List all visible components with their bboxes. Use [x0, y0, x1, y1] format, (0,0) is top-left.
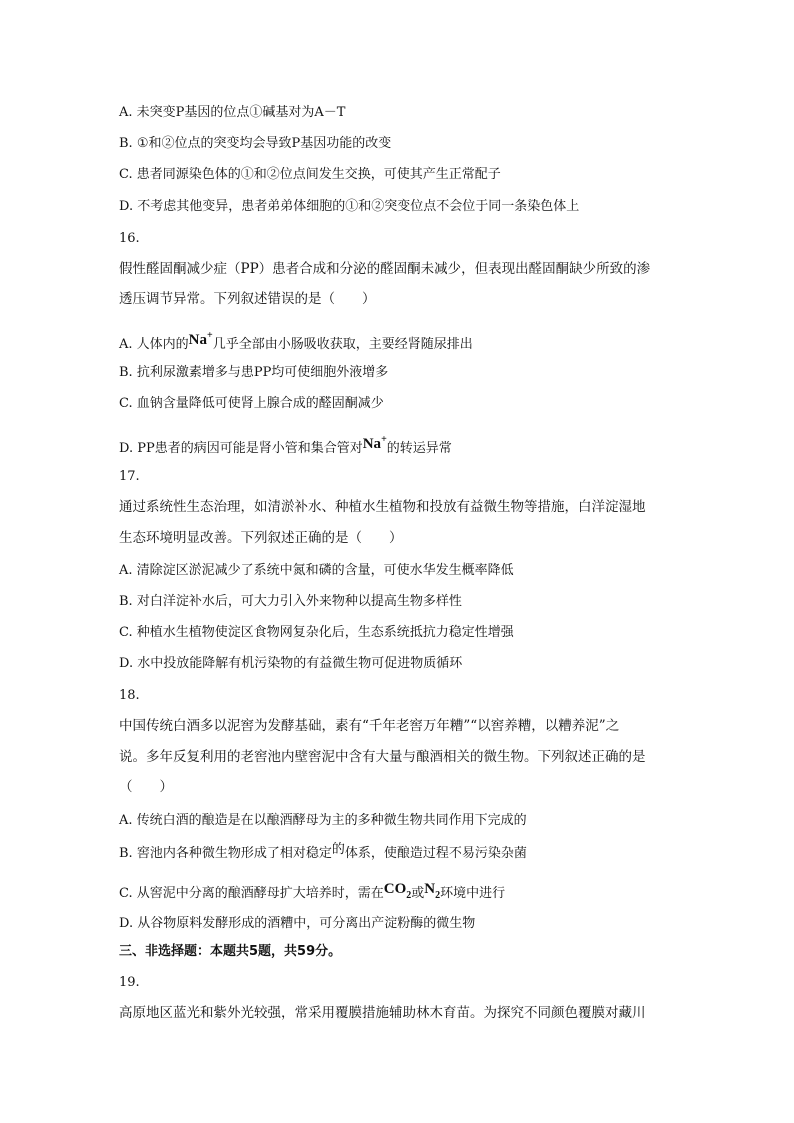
q17-option-a: A. 清除淀区淤泥减少了系统中氮和磷的含量，可使水华发生概率降低	[119, 563, 514, 578]
q17-option-c: C. 种植水生植物使淀区食物网复杂化后，生态系统抵抗力稳定性增强	[119, 625, 514, 640]
q15-option-a: A. 未突变P基因的位点①碱基对为A－T	[119, 105, 346, 120]
q16-number: 16.	[119, 231, 140, 246]
q17-option-d: D. 水中投放能降解有机污染物的有益微生物可促进物质循环	[119, 656, 463, 671]
q18-option-b: B. 窖池内各种微生物形成了相对稳定的体系，使酿造过程不易污染杂菌	[119, 842, 527, 861]
q16-option-a	[119, 331, 679, 354]
q19-stem-line1: 高原地区蓝光和紫外光较强，常采用覆膜措施辅助林木育苗。为探究不同颜色覆膜对藏川	[119, 1005, 646, 1021]
q17-stem-line1: 通过系统性生态治理，如清淤补水、种植水生植物和投放有益微生物等措施，白洋淀湿地	[119, 499, 646, 515]
q16-option-a-post: 几乎全部由小肠吸收获取，主要经肾随尿排出	[212, 337, 473, 352]
q18-option-d: D. 从谷物原料发酵形成的酒糟中，可分离出产淀粉酶的微生物	[119, 916, 476, 931]
q18-stem-line2: 说。多年反复利用的老窖池内壁窖泥中含有大量与酿酒相关的微生物。下列叙述正确的是	[119, 749, 646, 765]
q17-stem-line2: 生态环境明显改善。下列叙述正确的是（ ）	[119, 530, 403, 546]
q18-option-c: C. 从窖泥中分离的酿酒酵母扩大培养时，需在$CO_2$或$N_2$环境中进行	[119, 881, 506, 901]
q16-option-a-pre: A. 人体内的	[119, 337, 189, 352]
q17-option-b: B. 对白洋淀补水后，可大力引入外来物种以提高生物多样性	[119, 594, 462, 609]
q17-number: 17.	[119, 469, 140, 484]
q16-option-b: B. 抗利尿激素增多与患PP均可使细胞外液增多	[119, 365, 389, 380]
q15-option-d: D. 不考虑其他变异，患者弟弟体细胞的①和②突变位点不会位于同一条染色体上	[119, 199, 580, 214]
q19-number: 19.	[119, 975, 140, 990]
q18-option-a: A. 传统白酒的酿造是在以酿酒酵母为主的多种微生物共同作用下完成的	[119, 813, 527, 828]
q15-option-b: B. ①和②位点的突变均会导致P基因功能的改变	[119, 136, 392, 151]
q16-option-d	[119, 435, 679, 458]
nitrogen-formula: $N_2$	[424, 881, 441, 901]
q16-stem-line1: 假性醛固酮减少症（PP）患者合成和分泌的醛固酮未减少，但表现出醛固酮缺少所致的渗	[119, 261, 651, 277]
q18-number: 18.	[119, 688, 140, 703]
q15-option-c: C. 患者同源染色体的①和②位点间发生交换，可使其产生正常配子	[119, 167, 501, 182]
sodium-ion-formula: Na+	[362, 434, 387, 452]
q16-stem-line2: 透压调节异常。下列叙述错误的是（ ）	[119, 291, 376, 307]
q18-stem-line1: 中国传统白酒多以泥窖为发酵基础，素有“千年老窖万年糟”“以窖养糟，以糟养泥”之	[119, 718, 620, 734]
carbon-dioxide-formula: $CO_2$	[383, 881, 412, 901]
q16-option-d-post: 的转运异常	[386, 441, 452, 456]
q16-option-d-pre: D. PP患者的病因可能是肾小管和集合管对	[119, 441, 363, 456]
section-heading: 三、非选择题：本题共5题，共59分。	[119, 944, 342, 959]
sodium-ion-formula: Na+	[188, 330, 213, 348]
q16-option-c: C. 血钠含量降低可使肾上腺合成的醛固酮减少	[119, 396, 384, 411]
q18-stem-line3: （ ）	[119, 779, 173, 795]
